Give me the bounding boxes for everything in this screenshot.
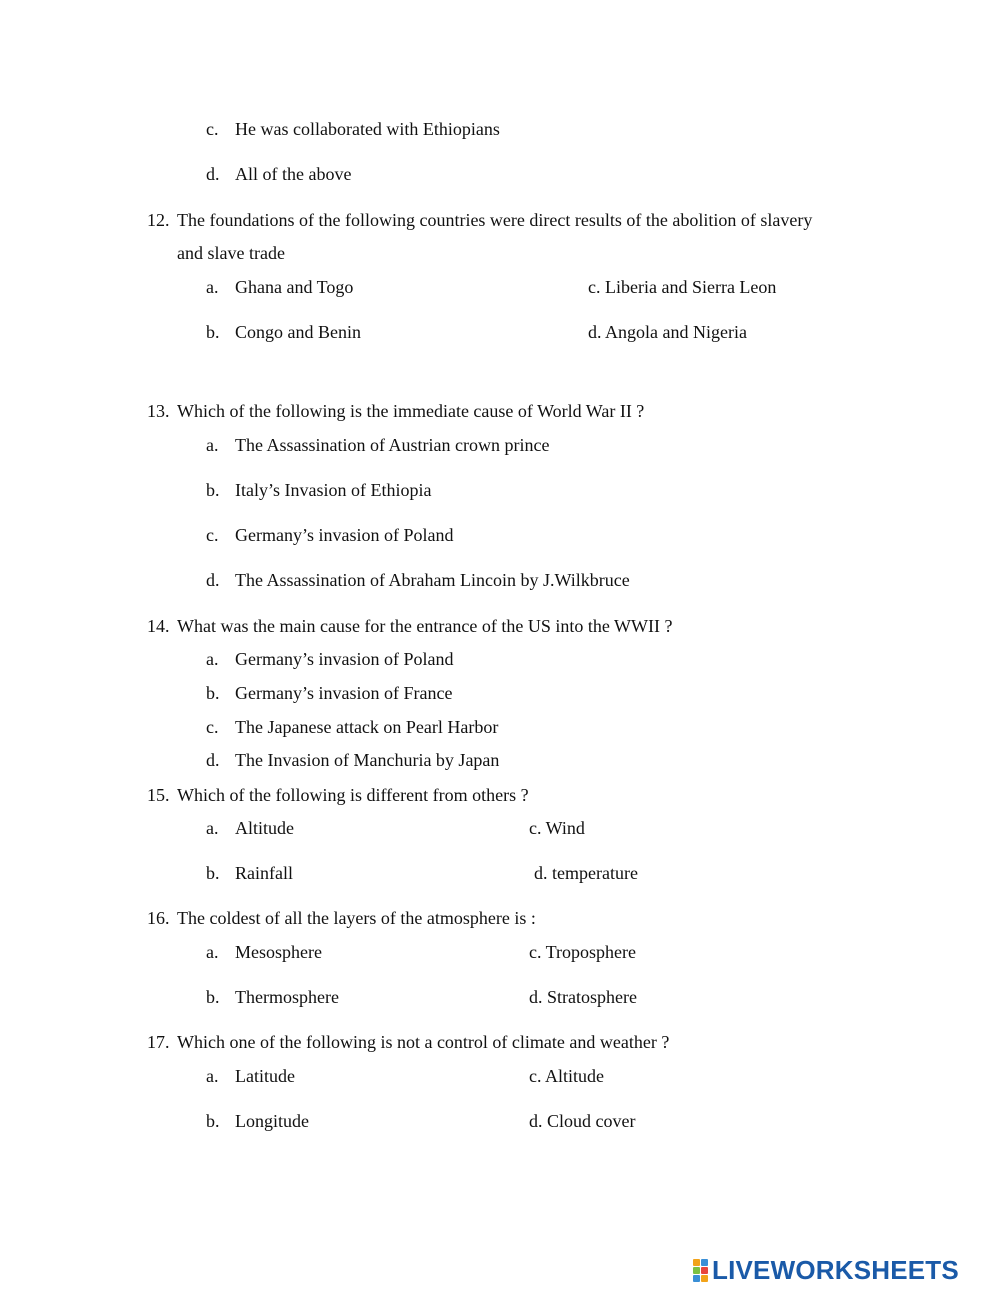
question-number: 15.	[147, 785, 170, 805]
option-text: He was collaborated with Ethiopians	[235, 119, 500, 139]
q15-option-c: c. Wind	[529, 818, 585, 838]
question-number: 14.	[147, 616, 170, 636]
question-text: Which of the following is different from others ?	[177, 785, 529, 805]
option-letter: a.	[206, 277, 219, 297]
logo-blocks-icon	[693, 1259, 708, 1282]
q12-option-d: d. Angola and Nigeria	[588, 322, 747, 342]
q15-option-d: d. temperature	[534, 863, 638, 883]
question-15	[147, 784, 529, 806]
option-text: The Japanese attack on Pearl Harbor	[235, 717, 499, 737]
q12-option-c: c. Liberia and Sierra Leon	[588, 277, 777, 297]
question-text: The foundations of the following countries were direct results of the abolition of slavery	[177, 210, 813, 230]
option-text: Rainfall	[235, 863, 293, 883]
option-text: Germany’s invasion of France	[235, 683, 453, 703]
question-12	[147, 209, 812, 231]
option-text: The Invasion of Manchuria by Japan	[235, 750, 500, 770]
option-letter: a.	[206, 818, 219, 838]
option-letter: b.	[206, 863, 220, 883]
option-text: The Assassination of Abraham Lincoin by J.Wilkbruce	[235, 570, 630, 590]
question-text: What was the main cause for the entrance of the US into the WWII ?	[177, 616, 673, 636]
liveworksheets-logo	[693, 1256, 959, 1284]
q17-option-d: d. Cloud cover	[529, 1111, 636, 1131]
option-text: The Assassination of Austrian crown prince	[235, 435, 550, 455]
question-number: 17.	[147, 1032, 170, 1052]
question-14	[147, 615, 672, 637]
option-text: Italy’s Invasion of Ethiopia	[235, 480, 432, 500]
question-number: 12.	[147, 210, 170, 230]
option-letter: c.	[206, 119, 219, 139]
question-17	[147, 1031, 669, 1053]
question-12-continued: and slave trade	[177, 243, 285, 263]
option-letter: c.	[206, 717, 219, 737]
option-text: Ghana and Togo	[235, 277, 354, 297]
question-text: Which of the following is the immediate cause of World War II ?	[177, 401, 645, 421]
option-letter: a.	[206, 435, 219, 455]
q16-option-d: d. Stratosphere	[529, 987, 637, 1007]
option-letter: a.	[206, 1066, 219, 1086]
q17-option-c: c. Altitude	[529, 1066, 604, 1086]
option-letter: b.	[206, 322, 220, 342]
option-text: Longitude	[235, 1111, 309, 1131]
question-number: 16.	[147, 908, 170, 928]
option-letter: b.	[206, 480, 220, 500]
logo-text: LIVEWORKSHEETS	[712, 1254, 959, 1285]
question-text: The coldest of all the layers of the atmosphere is :	[177, 908, 536, 928]
option-text: Altitude	[235, 818, 294, 838]
q16-option-c: c. Troposphere	[529, 942, 636, 962]
option-letter: c.	[206, 525, 219, 545]
option-text: Thermosphere	[235, 987, 339, 1007]
option-letter: a.	[206, 942, 219, 962]
option-text: Congo and Benin	[235, 322, 361, 342]
option-text: Germany’s invasion of Poland	[235, 525, 454, 545]
option-text: All of the above	[235, 164, 352, 184]
option-text: Latitude	[235, 1066, 295, 1086]
option-letter: d.	[206, 164, 220, 184]
question-13	[147, 400, 644, 422]
option-text: Mesosphere	[235, 942, 322, 962]
option-letter: a.	[206, 649, 219, 669]
question-16	[147, 907, 536, 929]
option-letter: b.	[206, 987, 220, 1007]
option-letter: d.	[206, 570, 220, 590]
option-letter: b.	[206, 1111, 220, 1131]
option-letter: d.	[206, 750, 220, 770]
option-text: Germany’s invasion of Poland	[235, 649, 454, 669]
question-number: 13.	[147, 401, 170, 421]
question-text: Which one of the following is not a control of climate and weather ?	[177, 1032, 670, 1052]
option-letter: b.	[206, 683, 220, 703]
